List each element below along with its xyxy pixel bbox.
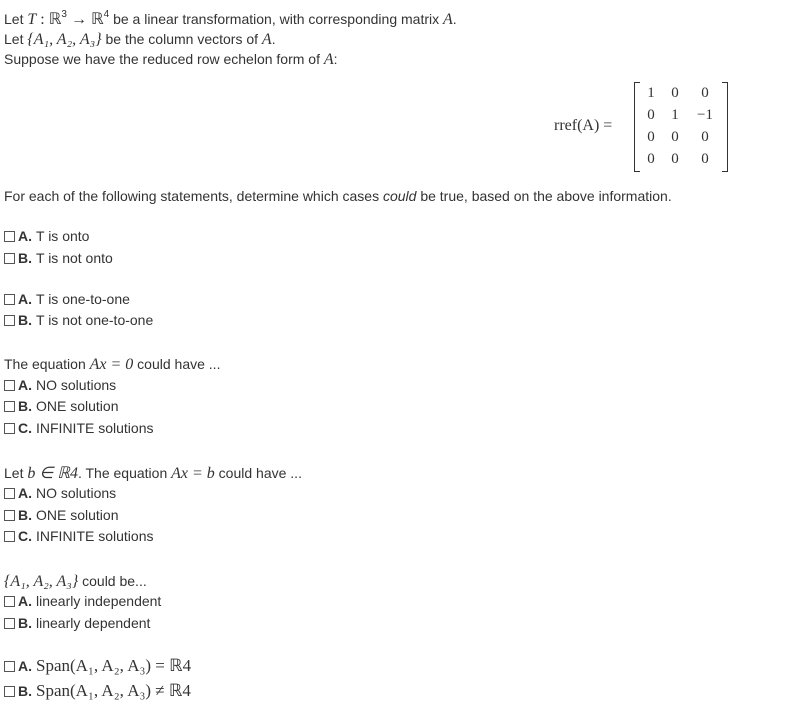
- option-letter: A.: [18, 485, 32, 501]
- matrix-left-bracket: [634, 82, 640, 172]
- matrix-right-bracket: [722, 82, 728, 172]
- matrix-cell: 0: [701, 129, 709, 145]
- checkbox[interactable]: [4, 488, 15, 499]
- option-letter: B.: [18, 250, 32, 266]
- matrix-cell: 0: [701, 85, 709, 101]
- rref-label: rref(A) =: [554, 117, 613, 134]
- option-letter: A.: [18, 228, 32, 244]
- option-text: linearly independent: [36, 593, 162, 609]
- intro-text: be the column vectors of: [101, 31, 262, 47]
- q3-option-b[interactable]: [4, 396, 118, 416]
- q1-option-b[interactable]: [4, 248, 113, 268]
- checkbox[interactable]: [4, 253, 15, 264]
- instruction-emphasis: could: [382, 188, 417, 204]
- intro-line-3: [4, 49, 338, 70]
- option-letter: B.: [18, 615, 32, 631]
- instruction-text: For each of the following statements, determine which cases: [4, 188, 383, 204]
- q6-option-b[interactable]: [4, 681, 191, 701]
- intro-text: .: [271, 31, 276, 47]
- intro-line-2: [4, 29, 276, 50]
- option-letter: A.: [18, 291, 32, 307]
- checkbox[interactable]: [4, 510, 15, 521]
- checkbox[interactable]: [4, 294, 15, 305]
- q2-option-a[interactable]: [4, 289, 130, 309]
- math-A: A: [443, 11, 453, 28]
- option-text: Span(A₁, A₂, A₃) = ℝ4: [36, 656, 192, 675]
- option-text: ONE solution: [36, 507, 119, 523]
- math-exp: 4: [103, 9, 110, 20]
- option-text: T is one-to-one: [36, 291, 130, 307]
- matrix-cell: 0: [647, 129, 655, 145]
- option-letter: A.: [18, 658, 32, 674]
- prompt-text: could have ...: [133, 356, 221, 372]
- matrix-cell: 1: [671, 107, 679, 123]
- math-A: A: [261, 31, 272, 48]
- math-b-in-R4: b ∈ ℝ4: [27, 465, 78, 482]
- rref-matrix: [634, 82, 728, 172]
- math-R: ℝ: [90, 11, 104, 28]
- math-exp: 3: [61, 9, 67, 20]
- matrix-cell: −1: [697, 107, 713, 123]
- option-text: INFINITE solutions: [36, 420, 154, 436]
- matrix-cell: 0: [647, 151, 655, 167]
- prompt-text: . The equation: [77, 465, 172, 481]
- intro-text: Let: [4, 11, 24, 27]
- checkbox[interactable]: [4, 531, 15, 542]
- option-text: NO solutions: [36, 377, 117, 393]
- math-equation: Ax = b: [171, 465, 215, 482]
- checkbox[interactable]: [4, 423, 15, 434]
- option-text: T is onto: [36, 228, 90, 244]
- intro-text: Suppose we have the reduced row echelon form of: [4, 51, 324, 67]
- prompt-text: could be...: [78, 573, 147, 589]
- instruction-text: be true, based on the above information.: [416, 188, 672, 204]
- option-letter: B.: [18, 683, 32, 699]
- checkbox[interactable]: [4, 661, 15, 672]
- intro-text: be a linear transformation, with corresponding matrix: [109, 11, 444, 27]
- option-text: NO solutions: [36, 485, 117, 501]
- math-A: A: [323, 51, 334, 68]
- option-text: ONE solution: [36, 398, 119, 414]
- matrix-cell: 0: [647, 107, 655, 123]
- math-colon: :: [36, 11, 49, 28]
- matrix-cell: 0: [671, 151, 679, 167]
- math-arrow: →: [66, 11, 91, 28]
- checkbox[interactable]: [4, 231, 15, 242]
- matrix-cell: 0: [671, 129, 679, 145]
- q3-option-c[interactable]: [4, 418, 153, 438]
- matrix-cell: 0: [671, 85, 679, 101]
- option-letter: B.: [18, 398, 32, 414]
- prompt-text: could have ...: [214, 465, 302, 481]
- checkbox[interactable]: [4, 596, 15, 607]
- option-text: linearly dependent: [36, 615, 151, 631]
- intro-text: Let: [4, 31, 28, 47]
- math-R: ℝ: [48, 11, 62, 28]
- matrix-cell: 0: [701, 151, 709, 167]
- intro-text: :: [333, 51, 338, 67]
- math-column-set: {A₁, A₂, A₃}: [4, 573, 79, 590]
- intro-text: .: [452, 11, 457, 27]
- instruction: [4, 186, 672, 206]
- q4-option-b[interactable]: [4, 505, 118, 525]
- checkbox[interactable]: [4, 401, 15, 412]
- q5-prompt: [4, 571, 147, 592]
- checkbox[interactable]: [4, 686, 15, 697]
- option-letter: A.: [18, 593, 32, 609]
- option-text: Span(A₁, A₂, A₃) ≠ ℝ4: [36, 681, 191, 700]
- q3-option-a[interactable]: [4, 375, 116, 395]
- q6-option-a[interactable]: [4, 656, 191, 676]
- option-text: T is not one-to-one: [36, 312, 154, 328]
- option-letter: B.: [18, 507, 32, 523]
- math-equation: Ax = 0: [89, 356, 134, 373]
- q4-option-c[interactable]: [4, 526, 153, 546]
- matrix-cell: 1: [647, 85, 655, 101]
- option-letter: A.: [18, 377, 32, 393]
- q4-prompt: [4, 463, 302, 484]
- q5-option-b[interactable]: [4, 613, 150, 633]
- checkbox[interactable]: [4, 315, 15, 326]
- option-letter: C.: [18, 420, 32, 436]
- q4-option-a[interactable]: [4, 483, 116, 503]
- math-T: T: [27, 11, 37, 28]
- q1-option-a[interactable]: [4, 226, 89, 246]
- option-letter: B.: [18, 312, 32, 328]
- checkbox[interactable]: [4, 618, 15, 629]
- option-text: T is not onto: [36, 250, 113, 266]
- q3-prompt: [4, 354, 220, 375]
- option-text: INFINITE solutions: [36, 528, 154, 544]
- prompt-text: Let: [4, 465, 28, 481]
- option-letter: C.: [18, 528, 32, 544]
- q2-option-b[interactable]: [4, 310, 153, 330]
- intro-line-1: [4, 5, 457, 30]
- prompt-text: The equation: [4, 356, 90, 372]
- checkbox[interactable]: [4, 380, 15, 391]
- math-column-set: {A₁, A₂, A₃}: [27, 31, 102, 48]
- q5-option-a[interactable]: [4, 591, 161, 611]
